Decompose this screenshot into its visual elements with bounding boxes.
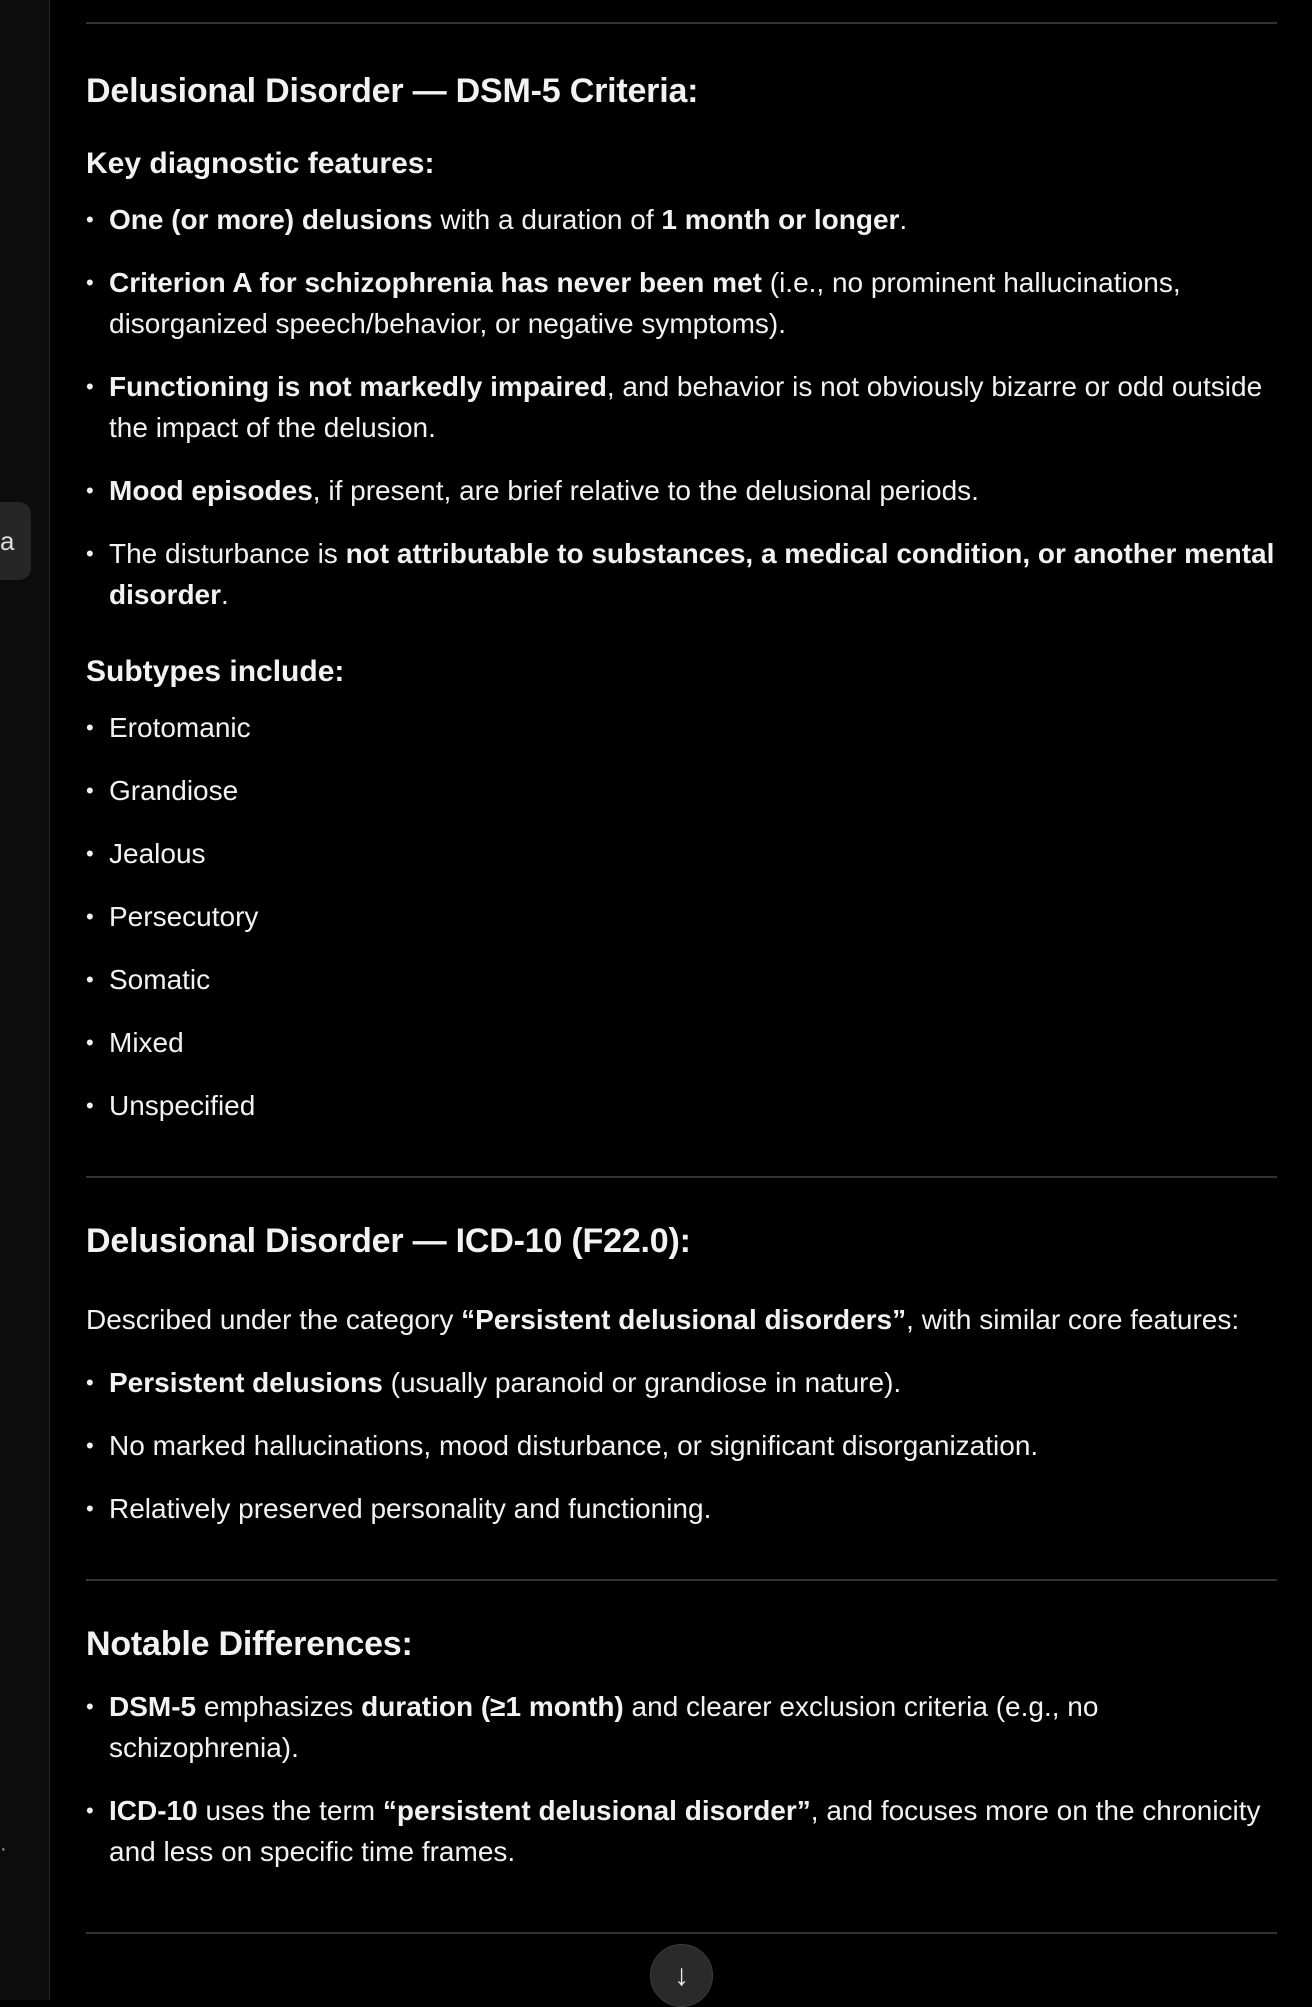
list-item: • Persecutory — [86, 896, 1277, 937]
list-item: • Functioning is not markedly impaired, and behavior is not obviously bizarre or odd outside the impact of the delusion. — [86, 366, 1277, 448]
message-content — [86, 0, 1277, 1934]
scroll-down-button[interactable] — [650, 1944, 713, 2007]
icd-intro: Described under the category “Persistent delusional disorders”, with similar core features: — [86, 1304, 1240, 1335]
sidebar — [0, 0, 50, 2000]
differences-list — [86, 1686, 1277, 1872]
sidebar-chip[interactable]: a — [0, 502, 31, 580]
dsm-criteria-list — [86, 199, 1277, 615]
list-item: • Erotomanic — [86, 707, 1277, 748]
sidebar-more-dots[interactable]: · — [0, 1838, 7, 1860]
divider — [86, 1579, 1277, 1581]
list-item: • Persistent delusions (usually paranoid or grandiose in nature). — [86, 1362, 1277, 1403]
list-item: • Criterion A for schizophrenia has never been met (i.e., no prominent hallucinations, disorganized speech/behavior, or negative symptoms). — [86, 262, 1277, 344]
list-item: • Grandiose — [86, 770, 1277, 811]
icd-list — [86, 1362, 1277, 1529]
subtypes-heading: Subtypes include: — [86, 655, 345, 688]
list-item: • Unspecified — [86, 1085, 1277, 1126]
list-item: • No marked hallucinations, mood disturbance, or significant disorganization. — [86, 1425, 1277, 1466]
icd-heading: Delusional Disorder — ICD-10 (F22.0): — [86, 1222, 691, 1260]
dsm-heading: Delusional Disorder — DSM-5 Criteria: — [86, 72, 699, 110]
list-item: • One (or more) delusions with a duration of 1 month or longer. — [86, 199, 1277, 240]
arrow-down-icon: ↓ — [674, 1958, 689, 1992]
list-item: • Somatic — [86, 959, 1277, 1000]
divider — [86, 1932, 1277, 1934]
list-item: • The disturbance is not attributable to substances, a medical condition, or another mental disorder. — [86, 533, 1277, 615]
list-item: • Mood episodes, if present, are brief relative to the delusional periods. — [86, 470, 1277, 511]
divider — [86, 22, 1277, 24]
list-item: • Jealous — [86, 833, 1277, 874]
divider — [86, 1176, 1277, 1178]
key-features-heading: Key diagnostic features: — [86, 147, 435, 180]
differences-heading: Notable Differences: — [86, 1625, 413, 1663]
list-item: • Relatively preserved personality and functioning. — [86, 1488, 1277, 1529]
list-item: • ICD-10 uses the term “persistent delusional disorder”, and focuses more on the chronicity and less on specific time frames. — [86, 1790, 1277, 1872]
list-item: • Mixed — [86, 1022, 1277, 1063]
list-item: • DSM-5 emphasizes duration (≥1 month) and clearer exclusion criteria (e.g., no schizophrenia). — [86, 1686, 1277, 1768]
subtypes-list — [86, 707, 1277, 1126]
